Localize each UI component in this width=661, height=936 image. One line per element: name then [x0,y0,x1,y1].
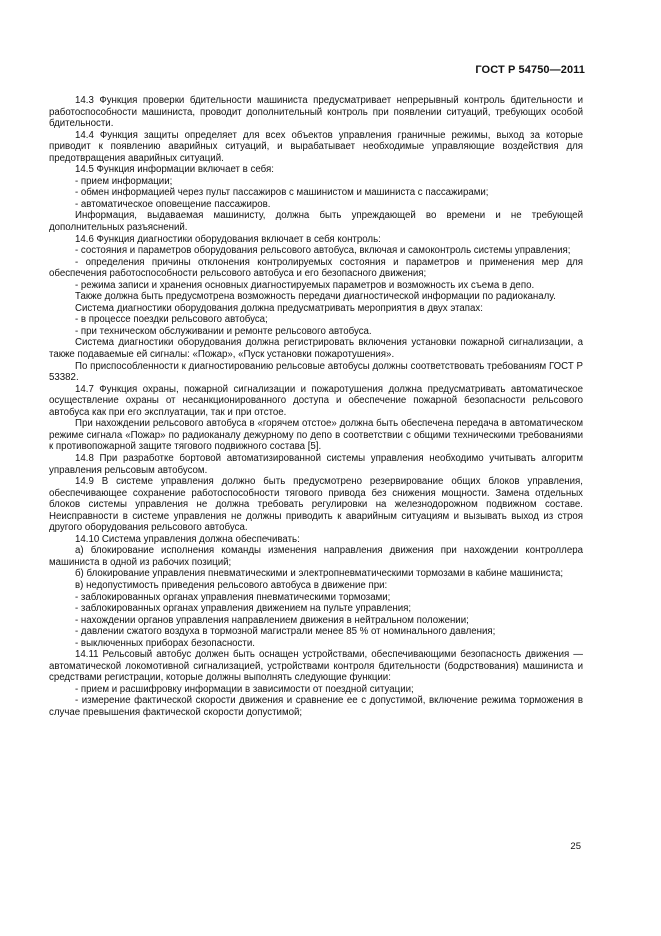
paragraph: 14.11 Рельсовый автобус должен быть оснащен устройствами, обеспечивающими безопасность движения — автоматической локомотивной сигнализацией, устройствами контроля бдительности (бодрствования) машиниста и средствами регистрации, которые должны выполнять следующие функции: [49,649,583,684]
list-item: - заблокированных органах управления движением на пульте управления; [75,603,412,615]
paragraph: Также должна быть предусмотрена возможность передачи диагностической информации по радиоканалу. [75,291,556,303]
list-item: - определения причины отклонения контролируемых состояния и параметров и применения мер для обеспечения работоспособности рельсового автобуса и его безопасного движения; [49,256,583,280]
paragraph: 14.7 Функция охраны, пожарной сигнализации и пожаротушения должна предусматривать автоматическое осуществление охраны от несанкционированного доступа и обеспечение пожарной безопасности рельсового автобуса как при его эксплуатации, так и при отстое. [49,383,583,418]
paragraph: 14.3 Функция проверки бдительности машиниста предусматривает непрерывный контроль бдительности и работоспособности машиниста, проводит дополнительный контроль при появлении ситуаций, требующих особой бдительности. [49,95,583,130]
paragraph: Информация, выдаваемая машинисту, должна быть упреждающей во времени и не требующей дополнительных разъяснений. [49,210,583,234]
paragraph: 14.5 Функция информации включает в себя: [75,164,274,176]
page-number: 25 [570,841,581,852]
paragraph: 14.4 Функция защиты определяет для всех объектов управления граничные режимы, выход за которые приводит к появлению аварийных ситуаций, и вырабатывает необходимые управляющие воздействия для предотвращения аварийных ситуаций. [49,129,583,164]
list-item: - в процессе поездки рельсового автобуса; [75,314,268,326]
paragraph: Система диагностики оборудования должна регистрировать включения установки пожарной сигнализации, а также подаваемые ей сигналы: «Пожар», «Пуск установки пожаротушения». [49,337,583,361]
list-item: - при техническом обслуживании и ремонте рельсового автобуса. [75,325,372,337]
list-item: - выключенных приборах безопасности. [75,637,255,649]
paragraph: Система диагностики оборудования должна предусматривать мероприятия в двух этапах: [75,302,483,314]
list-item: - режима записи и хранения основных диагностируемых параметров и возможность их съема в депо. [75,279,535,291]
list-item: - давлении сжатого воздуха в тормозной магистрали менее 85 % от номинального давления; [75,626,496,638]
document-body [49,95,583,719]
list-item: а) блокирование исполнения команды изменения направления движения при нахождении контроллера машиниста в одной из рабочих позиций; [49,545,583,568]
paragraph: По приспособленности к диагностированию рельсовые автобусы должны соответствовать требованиям ГОСТ Р 53382. [49,360,583,384]
document-code-header: ГОСТ Р 54750—2011 [475,64,585,76]
paragraph: 14.10 Система управления должна обеспечивать: [75,533,300,545]
paragraph: 14.6 Функция диагностики оборудования включает в себя контроль: [75,233,381,245]
list-item: - обмен информацией через пульт пассажиров с машинистом и машиниста с пассажирами; [75,187,489,199]
list-item: - нахождении органов управления направлением движения в нейтральном положении; [75,614,469,626]
list-item: - состояния и параметров оборудования рельсового автобуса, включая и самоконтроль системы управления; [75,245,571,257]
list-item: - прием информации; [75,175,173,187]
list-item: - заблокированных органах управления пневматическими тормозами; [75,591,391,603]
list-item: - автоматическое оповещение пассажиров. [75,198,271,210]
list-item: - измерение фактической скорости движения и сравнение ее с допустимой, включение режима торможения в случае превышения фактической скорости допустимой; [49,695,583,718]
list-item: б) блокирование управления пневматическими и электропневматическими тормозами в кабине машиниста; [75,568,564,580]
list-item: в) недопустимость приведения рельсового автобуса в движение при: [75,579,388,591]
paragraph: 14.9 В системе управления должно быть предусмотрено резервирование общих блоков управления, обеспечивающее сохранение работоспособности тягового привода без снижения мощности. Замена отдельных блоков системы управления не должна требовать регулировки на железнодорожном подвижном составе. Неисправности в системе управления не должны приводить к аварийным ситуациям и вызывать выход из строя другого оборудования рельсового автобуса. [49,476,583,534]
paragraph: 14.8 При разработке бортовой автоматизированной системы управления необходимо учитывать алгоритм управления рельсовым автобусом. [49,452,583,476]
list-item: - прием и расшифровку информации в зависимости от поездной ситуации; [75,683,414,695]
paragraph: При нахождении рельсового автобуса в «горячем отстое» должна быть обеспечена передача в автоматическом режиме сигнала «Пожар» по радиоканалу дежурному по депо в соответствии с общими техническими требованиями к противопожарной защите тягового подвижного состава [5]. [49,418,583,453]
